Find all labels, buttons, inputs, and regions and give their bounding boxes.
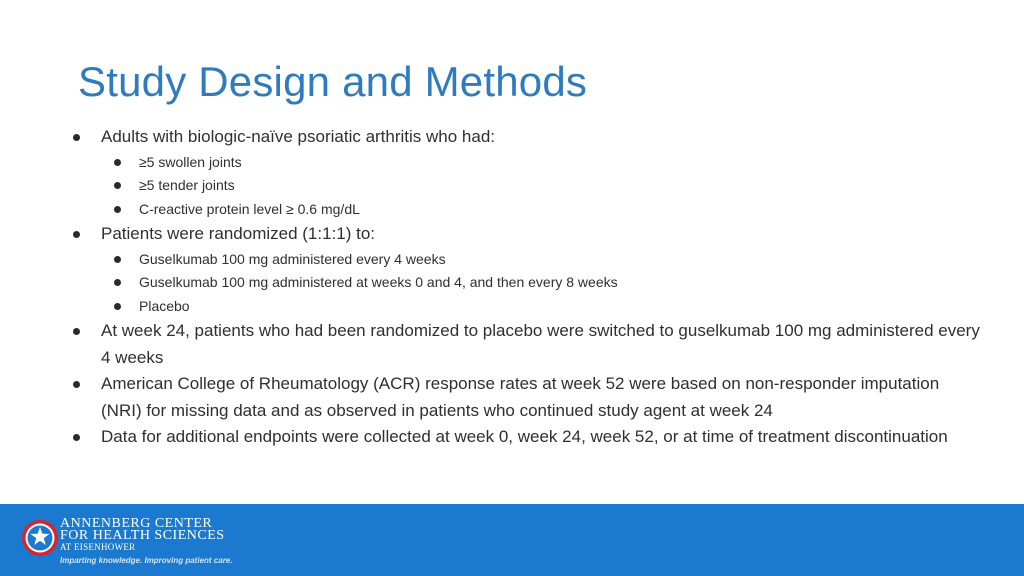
bullet-item bbox=[0, 318, 981, 371]
org-line-1: ANNENBERG CENTER bbox=[60, 516, 213, 531]
bullet-text: Adults with biologic-naïve psoriatic arthritis who had: bbox=[101, 127, 496, 146]
sub-bullet-text: ≥5 swollen joints bbox=[139, 153, 242, 170]
bullet-icon bbox=[73, 381, 80, 388]
sub-bullet-text: Placebo bbox=[139, 297, 190, 314]
bullet-icon bbox=[73, 134, 80, 141]
sub-bullet-text: Guselkumab 100 mg administered at weeks 0 and 4, and then every 8 weeks bbox=[139, 274, 618, 290]
bullet-text: American College of Rheumatology (ACR) response rates at week 52 were based on non-responder imputation (NRI) for missing data and as observed in patients who continued study agent at week 24 bbox=[101, 374, 940, 420]
sub-bullet-item bbox=[0, 198, 939, 222]
bullet-icon bbox=[114, 182, 121, 189]
bullet-text: Patients were randomized (1:1:1) to: bbox=[101, 224, 376, 243]
org-tagline: Imparting knowledge. Improving patient care. bbox=[60, 556, 233, 565]
org-line-2: FOR HEALTH SCIENCES bbox=[60, 528, 225, 543]
sub-bullet-text: Guselkumab 100 mg administered every 4 weeks bbox=[139, 250, 446, 267]
sub-bullet-text: ≥5 tender joints bbox=[139, 177, 235, 193]
bullet-icon bbox=[114, 303, 121, 310]
footer-band bbox=[0, 504, 1024, 576]
slide-title: Study Design and Methods bbox=[78, 58, 588, 105]
sub-bullet-item bbox=[0, 271, 939, 295]
bullet-item bbox=[0, 424, 981, 451]
bullet-list bbox=[0, 124, 1024, 451]
bullet-icon bbox=[114, 159, 121, 166]
bullet-icon bbox=[73, 231, 80, 238]
org-line-3: AT EISENHOWER bbox=[60, 542, 136, 552]
bullet-icon bbox=[114, 279, 121, 286]
bullet-text: At week 24, patients who had been randomized to placebo were switched to guselkumab 100 mg administered every 4 weeks bbox=[101, 321, 980, 367]
bullet-icon bbox=[114, 206, 121, 213]
sub-bullet-item bbox=[0, 174, 939, 198]
bullet-text: Data for additional endpoints were collected at week 0, week 24, week 52, or at time of treatment discontinuation bbox=[101, 427, 948, 446]
sub-bullet-item bbox=[0, 295, 939, 319]
bullet-item bbox=[0, 221, 981, 248]
sub-bullet-item bbox=[0, 248, 939, 272]
bullet-icon bbox=[73, 328, 80, 335]
annenberg-star-logo-icon bbox=[20, 518, 60, 558]
sub-bullet-item bbox=[0, 151, 939, 175]
bullet-icon bbox=[114, 256, 121, 263]
organization-name bbox=[60, 518, 232, 567]
bullet-item bbox=[0, 124, 981, 151]
bullet-item bbox=[0, 371, 981, 424]
bullet-icon bbox=[73, 434, 80, 441]
sub-bullet-text: C-reactive protein level ≥ 0.6 mg/dL bbox=[139, 200, 360, 217]
